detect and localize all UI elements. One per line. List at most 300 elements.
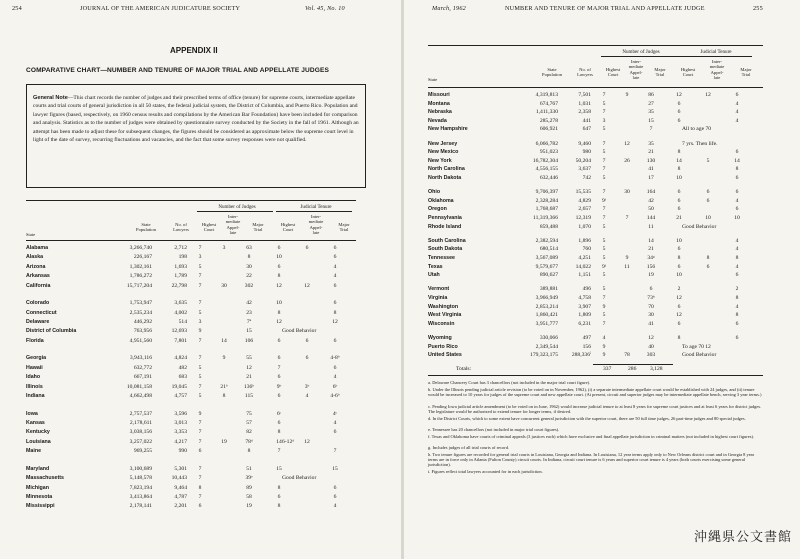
- state-name: Mississippi: [26, 503, 55, 510]
- tenure-major-trial-cell: 6: [735, 335, 739, 341]
- state-name: Utah: [428, 272, 440, 279]
- highest-court-cell: 7: [198, 494, 202, 500]
- highest-court-cell: 5: [602, 255, 606, 261]
- intermediate-cell: 7: [625, 215, 629, 221]
- highest-court-cell: 7: [602, 157, 606, 164]
- tenure-major-trial-cell: 6: [735, 149, 739, 156]
- tenure-major-trial-cell: 8: [735, 295, 739, 301]
- lawyers-cell: 288,336ⁱ: [571, 352, 591, 359]
- population-cell: 632,772: [133, 364, 152, 371]
- highest-court-cell: 7: [198, 245, 202, 251]
- intermediate-cell: 14: [221, 337, 227, 344]
- population-cell: 763,956: [133, 328, 152, 335]
- volume-label: Vol. 45, No. 10: [305, 5, 345, 12]
- tenure-intermediate-cell: 4: [305, 393, 309, 399]
- state-name: Oregon: [428, 206, 447, 213]
- major-trial-cell: 75: [246, 410, 252, 417]
- lawyers-cell: 198: [178, 254, 187, 261]
- tenure-highest-cell: All to age 70: [682, 126, 712, 133]
- footnote-item: c. Pending Iowa judicial article amendment (to be voted on in June, 1962) would increase judicial tenure to at least 8 years for supreme court justices and at least 6 years for district judges. The legislature would be authorized to extend tenure for longer terms, if desired.: [428, 403, 762, 415]
- major-trial-cell: 89: [246, 484, 252, 491]
- tenure-major-trial-cell: 6: [333, 282, 337, 289]
- lawyers-cell: 4,251: [578, 255, 591, 261]
- footnote-item: e. Tennessee has 20 chancellors (not included in major trial court figures).: [428, 427, 560, 433]
- state-name: Arizona: [26, 263, 46, 270]
- population-cell: 1,860,421: [535, 312, 558, 319]
- tenure-major-trial-cell: 4ᶜ: [332, 410, 338, 417]
- major-trial-cell: 58: [246, 494, 252, 500]
- state-name: Michigan: [26, 484, 49, 491]
- tenure-major-trial-cell: 4: [735, 197, 739, 204]
- population-cell: 632,446: [539, 175, 558, 181]
- state-name: Florida: [26, 337, 44, 344]
- population-cell: 330,066: [539, 335, 558, 341]
- major-trial-cell: 39ᵉ: [245, 475, 253, 482]
- state-name: Rhode Island: [428, 223, 462, 230]
- state-name: Oklahoma: [428, 197, 454, 204]
- state-name: South Dakota: [428, 246, 463, 253]
- group-header-judges: Number of Judges: [218, 204, 256, 210]
- tenure-major-trial-cell: 4: [333, 420, 337, 426]
- lawyers-cell: 1,896: [578, 237, 591, 244]
- highest-court-cell: 7: [602, 320, 606, 327]
- tenure-major-trial-cell: 8: [735, 312, 739, 319]
- lawyers-cell: 990: [178, 448, 187, 455]
- state-name: Vermont: [428, 286, 450, 293]
- tenure-highest-cell: 6: [677, 197, 681, 204]
- lawyers-cell: 482: [178, 364, 187, 371]
- table-bottom-rule: [428, 375, 763, 376]
- state-name: Colorado: [26, 300, 50, 307]
- highest-court-cell: 7: [602, 140, 606, 147]
- tenure-major-trial-cell: 8: [333, 309, 337, 316]
- group-rule-tenure: [276, 211, 352, 212]
- footnote-item: h. Two tenure figures are recorded for general trial courts in Louisiana, Georgia and Indiana. In Louisiana, 12 year terms apply only to New Orleans district court and in Georgia 8 year terms are in force only in Atlanta (Fulton County) circuit courts. In Indiana, circuit court tenure is 6 years and superior court tenure is 4 years (both courts exercising some general jurisdiction).: [428, 451, 755, 468]
- footnote-item: d. In the District Courts, which to some extent have concurrent general jurisdiction with the superior court, there are 50 full time judges, 26 part-time judges and 80 special judges.: [428, 415, 746, 421]
- population-cell: 9,579,677: [535, 263, 558, 270]
- group-header-tenure: Judicial Tenure: [700, 49, 732, 55]
- tenure-intermediate-cell: 12: [304, 282, 310, 289]
- state-col-header: State: [26, 232, 36, 237]
- state-name: Idaho: [26, 374, 41, 381]
- tenure-major-trial-cell: 4: [333, 374, 337, 381]
- lawyers-cell: 3,596: [174, 410, 187, 417]
- state-name: North Dakota: [428, 175, 462, 181]
- tenure-intermediate-col-header: Inter- mediate Appel- late: [308, 214, 324, 236]
- major-trial-cell: 42: [246, 300, 252, 307]
- highest-court-cell: 5: [602, 149, 606, 156]
- major-trial-cell: 303: [646, 352, 656, 359]
- tenure-highest-cell: 10: [676, 175, 682, 181]
- tenure-highest-cell: 6: [677, 109, 681, 116]
- lawyers-cell: 4,002: [174, 309, 187, 316]
- group-rule-judges: [197, 211, 273, 212]
- major-trial-cell: 130: [646, 157, 656, 164]
- population-cell: 2,757,537: [129, 410, 152, 417]
- major-trial-cell: 35: [648, 109, 654, 116]
- tenure-highest-cell: 6: [277, 494, 281, 500]
- tenure-major-trial-cell: 12: [332, 319, 338, 325]
- tenure-highest-cell: 12: [276, 282, 282, 289]
- population-col-header: State Population: [136, 222, 156, 233]
- major-trial-cell: 19: [246, 503, 252, 510]
- population-cell: 3,413,864: [129, 494, 152, 500]
- highest-court-cell: 6: [198, 503, 202, 510]
- lawyers-cell: 1,070: [578, 223, 591, 230]
- general-note-label: General Note: [33, 95, 68, 101]
- population-cell: 2,535,234: [129, 309, 152, 316]
- lawyers-cell: 4,824: [174, 355, 187, 362]
- population-cell: 2,178,611: [129, 420, 152, 426]
- major-trial-cell: 73ʰ: [647, 295, 655, 301]
- lawyers-cell: 14,022: [575, 263, 591, 270]
- tenure-major-trial-cell: 4: [333, 503, 337, 510]
- highest-court-cell: 7: [198, 300, 202, 307]
- major-trial-cell: 35: [648, 140, 654, 147]
- highest-court-cell: 5: [602, 272, 606, 279]
- major-trial-cell: 21: [648, 246, 654, 253]
- lawyers-cell: 156: [582, 343, 591, 350]
- intermediate-cell: 26: [624, 157, 630, 164]
- population-cell: 3,266,740: [129, 245, 152, 251]
- intermediate-cell: 11: [624, 263, 630, 270]
- tenure-major-trial-cell: 4: [735, 303, 739, 310]
- population-cell: 3,257,022: [129, 438, 152, 445]
- major-trial-cell: 106: [244, 337, 254, 344]
- tenure-major-trial-cell: 4: [735, 109, 739, 116]
- population-cell: 1,753,947: [129, 300, 152, 307]
- major-trial-cell: 40: [648, 343, 654, 350]
- tenure-major-trial-cell: 8: [735, 166, 739, 173]
- major-trial-cell: 17: [648, 175, 654, 181]
- highest-court-cell: 9: [602, 303, 606, 310]
- highest-court-cell: 5: [602, 126, 606, 133]
- lawyers-cell: 441: [582, 117, 591, 124]
- highest-court-cell: 7: [198, 273, 202, 280]
- footnote-item: b. Under the Illinois pending judicial article revision (to be voted on in November, 1962), (i) a separate intermediate appellate court would be established with 24 judges, and (ii) tenure would be increased to 10 years for judges of the supreme court and new appellate court. (At present, circuit and superior judges may be intermediate appellate bench, serving 3 year terms.): [428, 386, 762, 398]
- tenure-major-trial-cell: 6: [333, 429, 337, 436]
- population-cell: 3,567,089: [535, 255, 558, 261]
- population-cell: 2,328,284: [535, 197, 558, 204]
- tenure-highest-cell: 14: [676, 157, 682, 164]
- population-cell: 389,881: [539, 286, 558, 293]
- highest-court-cell: 5: [602, 237, 606, 244]
- lawyers-cell: 50,204: [575, 157, 591, 164]
- left-page-number: 254: [12, 5, 22, 12]
- state-name: North Carolina: [428, 166, 465, 173]
- major-trial-cell: 23: [246, 309, 252, 316]
- tenure-highest-cell: 15: [276, 465, 282, 472]
- major-trial-cell: 156: [646, 263, 656, 270]
- tenure-intermediate-cell: 12: [304, 438, 310, 445]
- population-cell: 3,951,777: [535, 320, 558, 327]
- tenure-highest-cell: 10: [676, 272, 682, 279]
- state-name: Montana: [428, 100, 450, 107]
- highest-court-cell: 7: [198, 383, 202, 390]
- lawyers-cell: 2,358: [578, 109, 591, 116]
- population-cell: 3,943,116: [129, 355, 152, 362]
- tenure-highest-cell: Good Behavior: [682, 223, 717, 230]
- highest-court-cell: 7: [602, 166, 606, 173]
- lawyers-cell: 1,809: [578, 312, 591, 319]
- major-trial-cell: 115: [244, 393, 254, 399]
- state-name: Texas: [428, 263, 443, 270]
- tenure-highest-cell: 7: [277, 364, 281, 371]
- state-name: Delaware: [26, 319, 50, 325]
- state-name: Nevada: [428, 117, 447, 124]
- population-cell: 179,323,175: [530, 352, 558, 359]
- major-trial-col-header: Major Trial: [654, 67, 666, 78]
- state-name: Louisiana: [26, 438, 51, 445]
- highest-court-cell: 4: [602, 335, 606, 341]
- major-trial-cell: 21: [648, 149, 654, 156]
- table-header-rule: [428, 87, 763, 88]
- lawyers-cell: 4,217: [174, 438, 187, 445]
- state-name: Nebraska: [428, 109, 452, 116]
- highest-court-cell: 5: [198, 309, 202, 316]
- highest-court-cell: 8: [198, 484, 202, 491]
- lawyers-cell: 3,013: [174, 420, 187, 426]
- tenure-intermediate-col-header: Inter- mediate Appel- late: [709, 59, 725, 81]
- highest-court-cell: 5: [198, 393, 202, 399]
- population-cell: 4,951,560: [129, 337, 152, 344]
- highest-court-cell: 7: [602, 215, 606, 221]
- major-trial-cell: 6: [649, 286, 653, 293]
- major-trial-cell: 15: [246, 328, 252, 335]
- state-name: New Jersey: [428, 140, 458, 147]
- lawyers-cell: 1,031: [578, 100, 591, 107]
- tenure-intermediate-cell: 12: [705, 92, 711, 98]
- tenure-major-trial-cell: 6ᵇ: [332, 383, 338, 390]
- tenure-intermediate-cell: 5: [706, 157, 710, 164]
- tenure-major-trial-cell: 4: [735, 246, 739, 253]
- footnote-item: a. Delaware Chancery Court has 3 chancellors (not included in the major trial court figure).: [428, 380, 591, 386]
- major-trial-cell: 51: [246, 465, 252, 472]
- tenure-major-trial-cell: 6: [333, 337, 337, 344]
- state-name: Georgia: [26, 355, 47, 362]
- tenure-major-trial-cell: 6: [735, 320, 739, 327]
- population-cell: 1,302,161: [129, 263, 152, 270]
- tenure-major-trial-cell: 15: [332, 465, 338, 472]
- highest-court-cell: 7: [198, 438, 202, 445]
- tenure-major-trial-cell: 4-6ᵇ: [330, 393, 340, 399]
- highest-court-cell: 7: [198, 337, 202, 344]
- highest-court-cell: 7: [198, 282, 202, 289]
- tenure-intermediate-cell: 6: [706, 197, 710, 204]
- tenure-major-trial-col-header: Major Trial: [740, 67, 752, 78]
- table-top-rule: [428, 45, 763, 46]
- population-cell: 2,349,544: [535, 343, 558, 350]
- state-name: Missouri: [428, 92, 450, 98]
- lawyers-cell: 9,464: [174, 484, 187, 491]
- population-cell: 606,921: [539, 126, 558, 133]
- state-name: Kansas: [26, 420, 45, 426]
- state-name: District of Columbia: [26, 328, 77, 335]
- right-running-title: NUMBER AND TENURE OF MAJOR TRIAL AND APPELLATE JUDGE: [505, 5, 705, 12]
- intermediate-cell: 19: [221, 438, 227, 445]
- footnote-item: g. Includes judges of all trial courts of record.: [428, 445, 510, 451]
- state-name: New Hampshire: [428, 126, 468, 133]
- tenure-intermediate-cell: 12: [705, 343, 711, 350]
- major-trial-cell: 50: [648, 206, 654, 213]
- state-name: Connecticut: [26, 309, 57, 316]
- highest-col-header: Highest Court: [605, 67, 621, 78]
- state-name: Virginia: [428, 295, 448, 301]
- tenure-highest-cell: 8: [277, 503, 281, 510]
- tenure-highest-cell: 8: [677, 335, 681, 341]
- major-trial-cell: 22: [246, 273, 252, 280]
- tenure-highest-cell: 6: [277, 337, 281, 344]
- population-cell: 2,853,214: [535, 303, 558, 310]
- lawyers-cell: 5,301: [174, 465, 187, 472]
- population-cell: 15,717,204: [126, 282, 152, 289]
- tenure-highest-cell: 12: [676, 92, 682, 98]
- tenure-highest-cell: 12: [276, 319, 282, 325]
- state-name: New Mexico: [428, 149, 459, 156]
- major-trial-cell: 12: [246, 364, 252, 371]
- population-cell: 446,292: [133, 319, 152, 325]
- major-trial-cell: 11: [648, 223, 654, 230]
- lawyers-cell: 4,758: [578, 295, 591, 301]
- tenure-highest-cell: 6ᶜ: [276, 410, 282, 417]
- population-cell: 16,782,304: [532, 157, 558, 164]
- highest-court-cell: 7: [602, 295, 606, 301]
- state-name: Puerto Rico: [428, 343, 458, 350]
- intermediate-col-header: Inter- mediate Appel- late: [628, 59, 644, 81]
- tenure-major-trial-cell: 6: [333, 245, 337, 251]
- highest-court-cell: 7: [198, 429, 202, 436]
- tenure-major-trial-cell: 14: [734, 157, 740, 164]
- group-header-tenure: Judicial Tenure: [300, 204, 332, 210]
- major-trial-cell: 57: [246, 420, 252, 426]
- group-rule-tenure: [676, 56, 752, 57]
- state-name: Wyoming: [428, 335, 452, 341]
- major-trial-cell: 21: [246, 374, 252, 381]
- highest-court-cell: 3: [602, 117, 606, 124]
- state-name: Indiana: [26, 393, 45, 399]
- population-cell: 969,255: [133, 448, 152, 455]
- right-page-number: 255: [753, 5, 763, 12]
- tenure-highest-cell: Good Behavior: [282, 328, 317, 335]
- lawyers-cell: 12,319: [575, 215, 591, 221]
- state-name: California: [26, 282, 51, 289]
- state-name: Minnesota: [26, 494, 53, 500]
- major-trial-col-header: Major Trial: [252, 222, 264, 233]
- lawyers-cell: 22,798: [171, 282, 187, 289]
- tenure-highest-cell: 6: [677, 320, 681, 327]
- table-header-rule: [26, 240, 356, 241]
- tenure-intermediate-cell: 3ᵇ: [304, 383, 310, 390]
- tenure-major-trial-cell: 6: [333, 364, 337, 371]
- tenure-major-trial-cell: 6: [333, 484, 337, 491]
- lawyers-cell: 4,829: [578, 197, 591, 204]
- highest-court-cell: 6: [198, 448, 202, 455]
- tenure-highest-col-header: Highest Court: [280, 222, 296, 233]
- highest-court-cell: 9: [198, 328, 202, 335]
- population-cell: 1,411,330: [535, 109, 558, 116]
- major-trial-cell: 82: [246, 429, 252, 436]
- tenure-major-trial-cell: 8: [735, 255, 739, 261]
- population-cell: 4,662,498: [129, 393, 152, 399]
- population-cell: 951,023: [539, 149, 558, 156]
- lawyers-cell: 19,045: [171, 383, 187, 390]
- totals-highest: 337: [603, 366, 612, 373]
- tenure-highest-cell: 6: [277, 263, 281, 270]
- population-cell: 1,768,687: [535, 206, 558, 213]
- lawyers-cell: 742: [582, 175, 591, 181]
- population-cell: 6,066,782: [535, 140, 558, 147]
- lawyers-cell: 496: [582, 286, 591, 293]
- highest-court-cell: 9: [602, 343, 606, 350]
- population-cell: 11,319,366: [533, 215, 558, 221]
- lawyers-cell: 760: [582, 246, 591, 253]
- highest-court-cell: 5: [198, 364, 202, 371]
- state-name: Alabama: [26, 245, 49, 251]
- table-top-rule: [26, 200, 356, 201]
- state-name: Washington: [428, 303, 459, 310]
- tenure-highest-cell: 8: [277, 429, 281, 436]
- major-trial-cell: 27: [648, 100, 654, 107]
- population-cell: 3,966,949: [535, 295, 558, 301]
- highest-court-cell: 7: [602, 92, 606, 98]
- state-name: Maine: [26, 448, 42, 455]
- tenure-major-trial-cell: 6: [333, 254, 337, 261]
- footnote-item: i. Figures reflect total lawyers accounted for in each jurisdiction.: [428, 468, 543, 474]
- intermediate-cell: 78: [624, 352, 630, 359]
- tenure-highest-cell: 10: [276, 254, 282, 261]
- intermediate-cell: 9: [625, 255, 629, 261]
- lawyers-cell: 683: [178, 374, 187, 381]
- population-cell: 2,178,141: [129, 503, 152, 510]
- major-trial-cell: 302: [244, 282, 254, 289]
- highest-court-cell: 9: [602, 352, 606, 359]
- state-name: Ohio: [428, 189, 441, 196]
- highest-court-cell: 9ᶠ: [602, 197, 606, 204]
- major-trial-cell: 12: [648, 335, 654, 341]
- state-name: New York: [428, 157, 452, 164]
- tenure-highest-cell: Good Behavior: [682, 352, 717, 359]
- totals-intermediate: 286: [628, 366, 637, 373]
- major-trial-cell: 8: [247, 254, 251, 261]
- tenure-major-trial-cell: 6: [333, 494, 337, 500]
- state-name: Arkansas: [26, 273, 50, 280]
- major-trial-cell: 30: [648, 312, 654, 319]
- lawyers-cell: 2,657: [578, 206, 591, 213]
- highest-court-cell: 3: [198, 319, 202, 325]
- tenure-highest-cell: 8: [277, 484, 281, 491]
- major-trial-cell: 41: [648, 320, 654, 327]
- tenure-highest-cell: 8: [677, 149, 681, 156]
- lawyers-cell: 3,637: [578, 166, 591, 173]
- tenure-highest-cell: 6: [677, 246, 681, 253]
- tenure-highest-cell: 6: [277, 393, 281, 399]
- lawyers-cell: 514: [178, 319, 187, 325]
- highest-court-cell: 3: [198, 254, 202, 261]
- lawyers-cell: 647: [582, 126, 591, 133]
- state-name: United States: [428, 352, 462, 359]
- population-cell: 667,191: [133, 374, 152, 381]
- intermediate-cell: 30: [221, 282, 227, 289]
- chart-title: COMPARATIVE CHART—NUMBER AND TENURE OF MAJOR TRIAL AND APPELLATE JUDGES: [26, 67, 329, 74]
- totals-rule: [593, 364, 673, 365]
- tenure-highest-cell: 9ᵇ: [276, 383, 282, 390]
- intermediate-cell: 8: [222, 393, 226, 399]
- highest-court-cell: 7: [602, 206, 606, 213]
- highest-court-cell: 5: [602, 286, 606, 293]
- intermediate-cell: 30: [624, 189, 630, 196]
- lawyers-cell: 1,151: [578, 272, 591, 279]
- population-cell: 4,556,155: [535, 166, 558, 173]
